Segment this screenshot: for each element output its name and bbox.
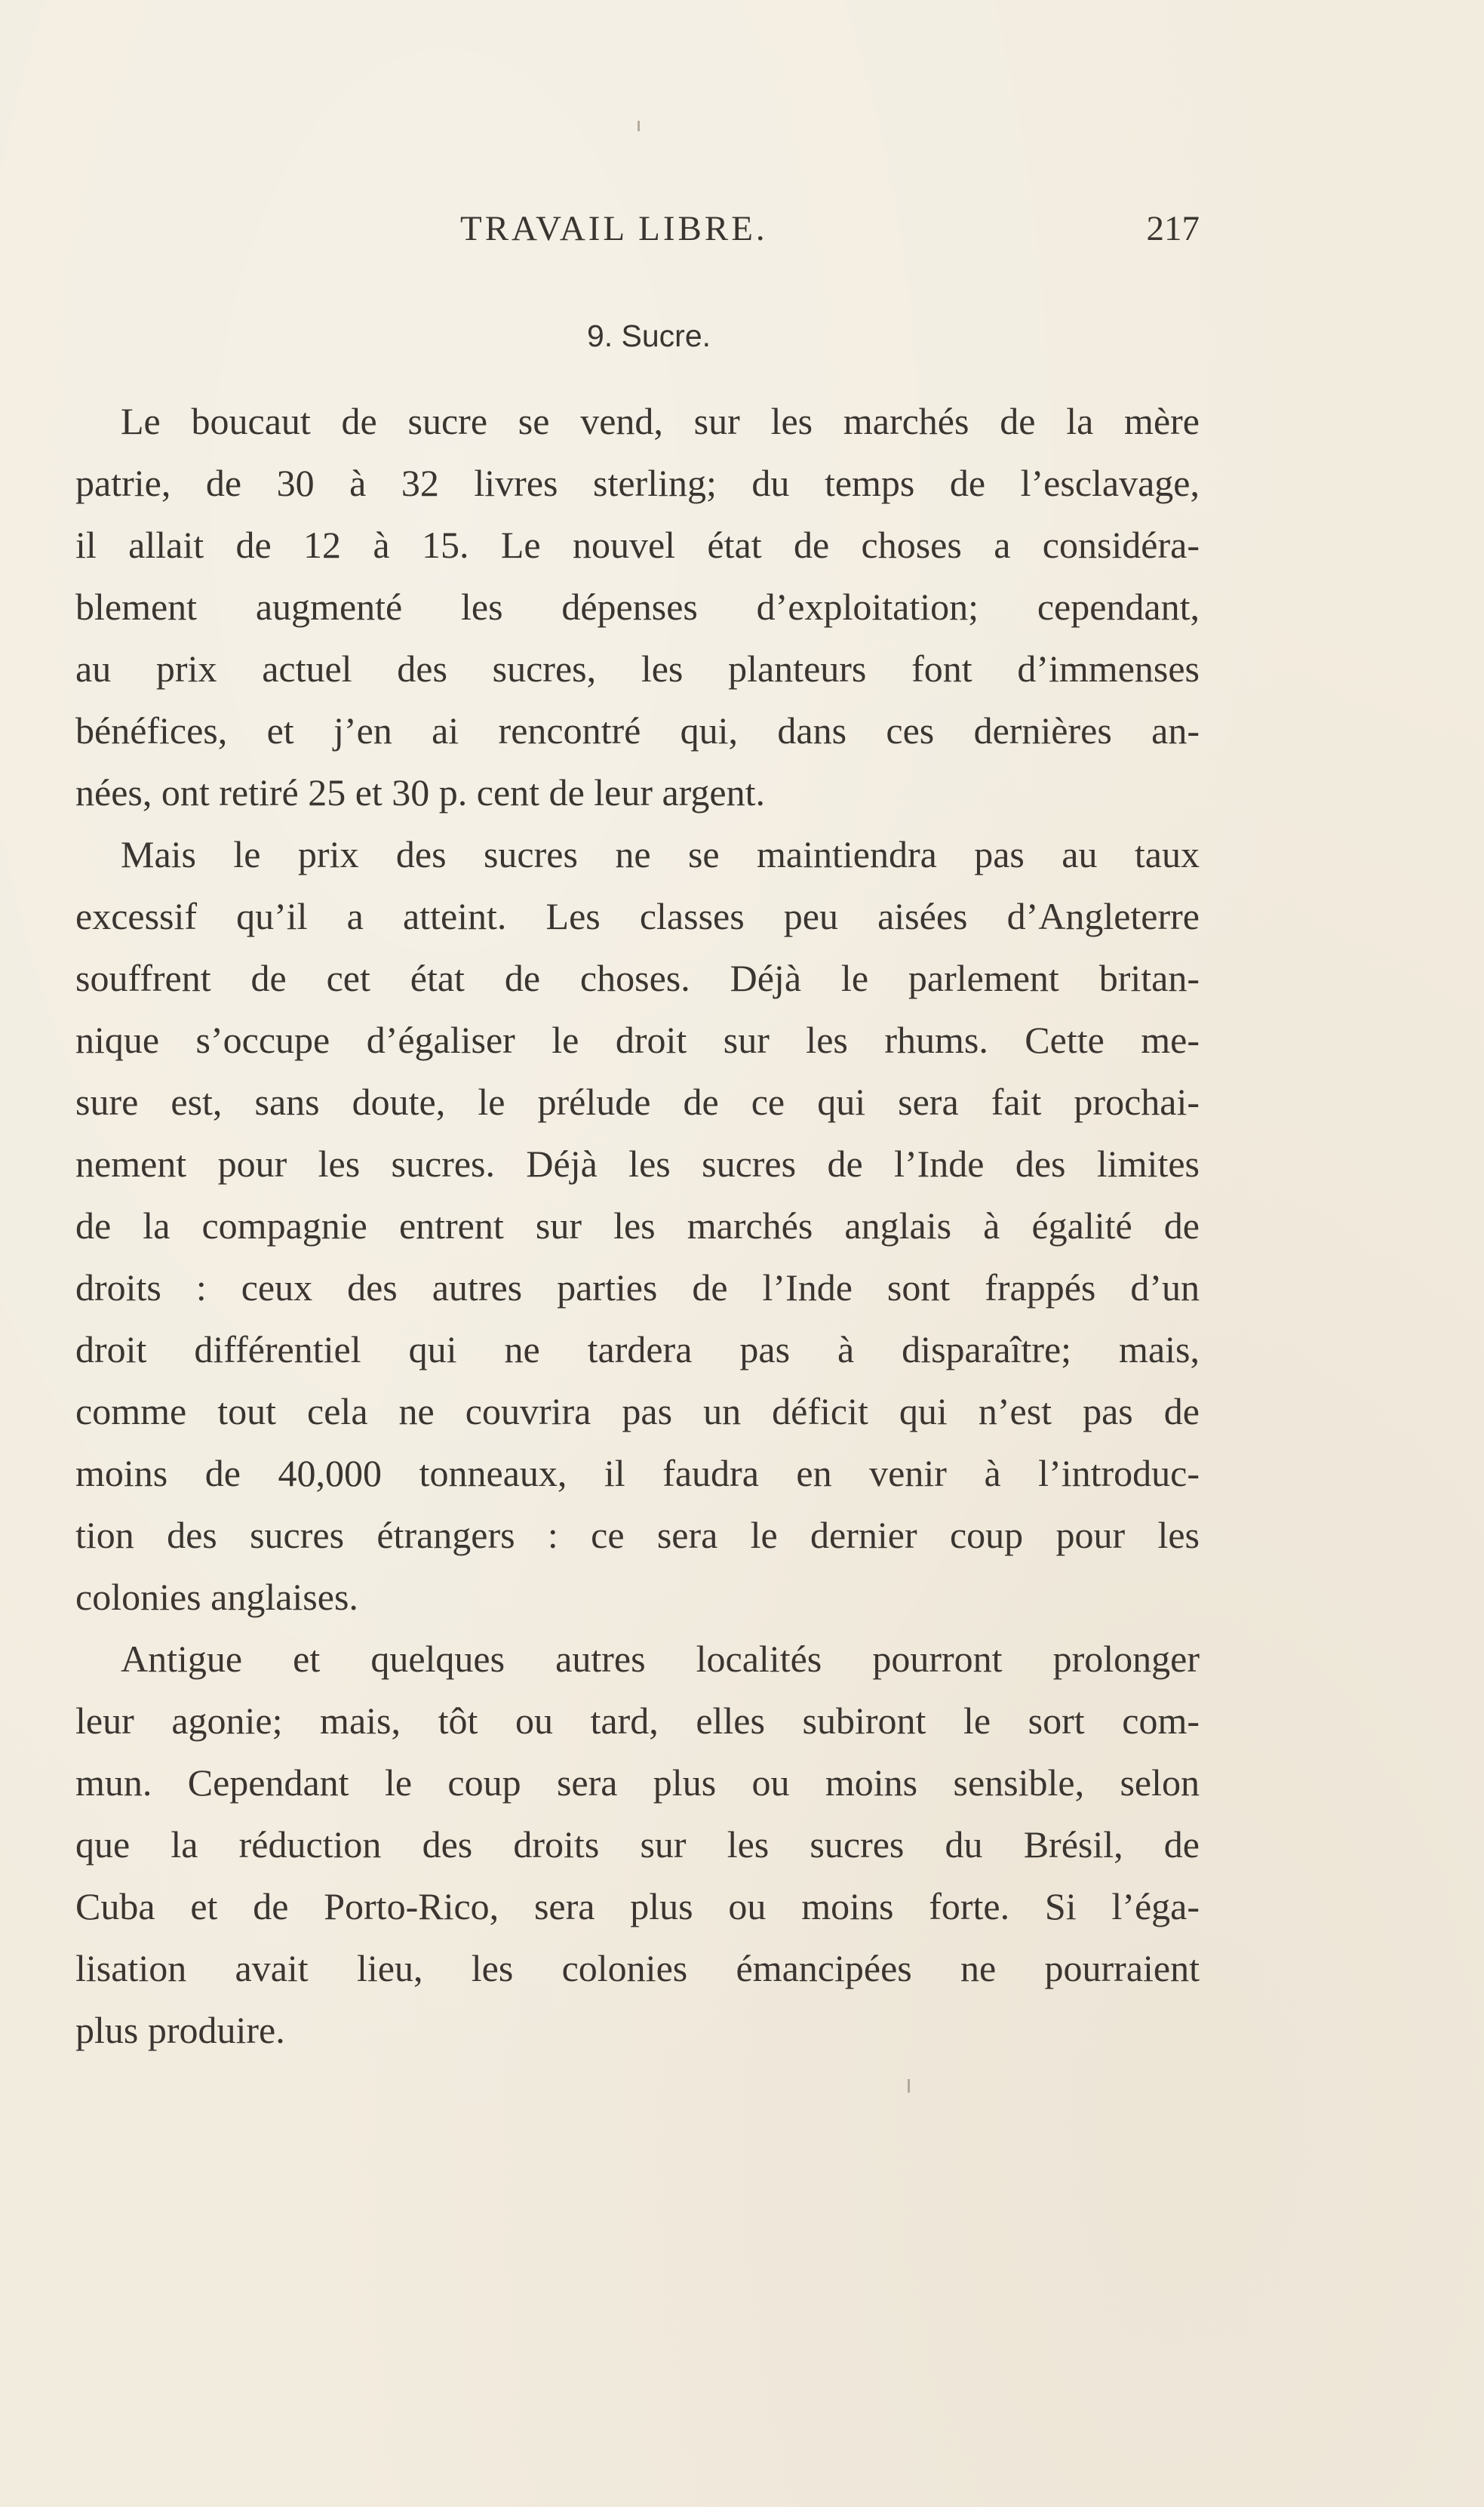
- text-line: mun. Cependant le coup sera plus ou moins sensible, selon: [75, 1761, 1200, 1804]
- text-line: nées, ont retiré 25 et 30 p. cent de leur argent.: [75, 771, 766, 814]
- paper-speck: [638, 121, 640, 131]
- text-line: plus produire.: [75, 2009, 285, 2051]
- text-line: il allait de 12 à 15. Le nouvel état de choses a considéra-: [75, 524, 1200, 566]
- paragraph-2: [75, 823, 1200, 1628]
- text-line: patrie, de 30 à 32 livres sterling; du temps de l’esclavage,: [75, 462, 1200, 504]
- body-text: [75, 390, 1200, 2061]
- text-line: colonies anglaises.: [75, 1576, 358, 1618]
- text-line: Mais le prix des sucres ne se maintiendra pas au taux: [121, 833, 1200, 875]
- text-line: blement augmenté les dépenses d’exploitation; cependant,: [75, 586, 1200, 628]
- paragraph-3: [75, 1628, 1200, 2061]
- text-line: au prix actuel des sucres, les planteurs font d’immenses: [75, 648, 1200, 690]
- text-line: leur agonie; mais, tôt ou tard, elles subiront le sort com-: [75, 1700, 1200, 1742]
- text-line: souffrent de cet état de choses. Déjà le parlement britan-: [75, 957, 1200, 999]
- paper-speck: [908, 2079, 910, 2093]
- text-line: droit différentiel qui ne tardera pas à disparaître; mais,: [75, 1328, 1200, 1370]
- text-line: moins de 40,000 tonneaux, il faudra en venir à l’introduc-: [75, 1452, 1200, 1494]
- text-line: sure est, sans doute, le prélude de ce qui sera fait prochai-: [75, 1081, 1200, 1123]
- section-heading: 9. Sucre.: [586, 318, 711, 353]
- page-number: 217: [1146, 209, 1200, 248]
- text-line: de la compagnie entrent sur les marchés anglais à égalité de: [75, 1204, 1200, 1247]
- paragraph-1: [75, 390, 1200, 823]
- text-line: Le boucaut de sucre se vend, sur les marchés de la mère: [121, 400, 1200, 442]
- text-line: lisation avait lieu, les colonies émancipées ne pourraient: [75, 1947, 1200, 1989]
- page-header: [75, 202, 1200, 255]
- text-line: que la réduction des droits sur les sucres du Brésil, de: [75, 1823, 1200, 1866]
- text-line: comme tout cela ne couvrira pas un déficit qui n’est pas de: [75, 1390, 1200, 1432]
- text-line: tion des sucres étrangers : ce sera le dernier coup pour les: [75, 1514, 1200, 1556]
- text-line: Cuba et de Porto-Rico, sera plus ou moins forte. Si l’éga-: [75, 1885, 1200, 1927]
- text-line: excessif qu’il a atteint. Les classes peu aisées d’Angleterre: [75, 895, 1200, 937]
- text-line: droits : ceux des autres parties de l’Inde sont frappés d’un: [75, 1266, 1200, 1309]
- text-line: nement pour les sucres. Déjà les sucres de l’Inde des limites: [75, 1143, 1200, 1185]
- running-title: TRAVAIL LIBRE.: [460, 209, 768, 248]
- text-line: Antigue et quelques autres localités pourront prolonger: [121, 1638, 1200, 1680]
- text-line: bénéfices, et j’en ai rencontré qui, dans ces dernières an-: [75, 709, 1200, 752]
- text-line: nique s’occupe d’égaliser le droit sur les rhums. Cette me-: [75, 1019, 1200, 1061]
